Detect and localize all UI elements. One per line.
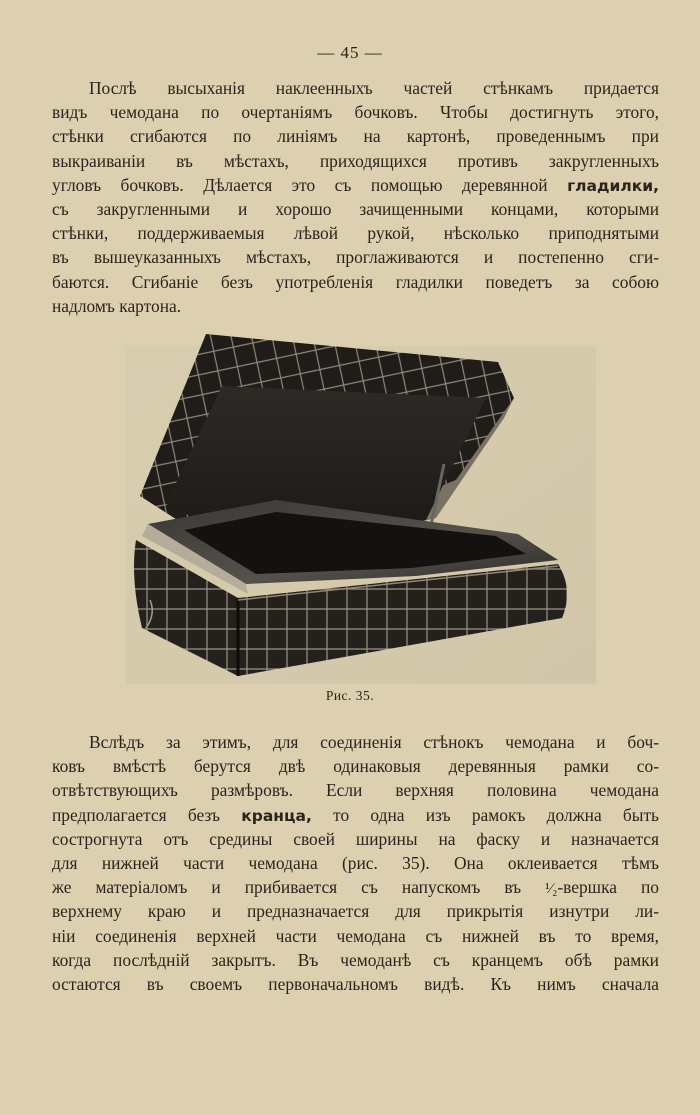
bold-term: кранца, [241, 806, 312, 825]
text-line: видъ чемодана по очертаніямъ бочковъ. Чтобы достигнуть этого, [52, 102, 659, 123]
text-line: для нижней части чемодана (рис. 35). Она оклеивается тѣмъ [52, 852, 659, 873]
text-line [52, 875, 659, 899]
text-line: въ вышеуказанныхъ мѣстахъ, проглаживаются и постепенно сги- [52, 247, 659, 268]
figure-caption: Рис. 35. [325, 688, 375, 703]
text-line: стѣнки, поддерживаемыя лѣвой рукой, нѣсколько приподнятыми [52, 223, 659, 244]
figure-suitcase-image [126, 328, 596, 684]
bold-term: гладилки, [567, 176, 659, 195]
text-line: остаются въ своемъ первоначальномъ видѣ. Къ нимъ сначала [52, 973, 659, 994]
text-line: стѣнки сгибаются по линіямъ на картонѣ, проведеннымъ при [52, 126, 659, 147]
paragraph-2 [52, 730, 659, 996]
text-segment: -вершка по [557, 877, 659, 898]
text-line: ніи соединенія верхней части чемодана съ нижней въ то время, [52, 925, 659, 946]
text-segment: угловъ бочковъ. Дѣлается это съ помощью деревянной [52, 174, 548, 195]
text-line: Послѣ высыханія наклеенныхъ частей стѣнкамъ придается [89, 78, 659, 98]
text-line: сострогнута отъ средины своей ширины на фаску и назначается [52, 828, 659, 849]
text-line: ковъ вмѣстѣ берутся двѣ одинаковыя деревянныя рамки со- [52, 756, 659, 777]
text-line: баются. Сгибаніе безъ употребленія гладилки поведетъ за собою [52, 271, 659, 292]
text-line: Вслѣдъ за этимъ, для соединенія стѣнокъ чемодана и боч- [89, 732, 659, 752]
page-number: — 45 — [317, 43, 383, 62]
paragraph-1 [52, 76, 659, 318]
text-line: надломъ картона. [52, 295, 182, 316]
text-line [52, 173, 659, 197]
fraction: ¹⁄₂ [545, 881, 558, 898]
text-line: когда послѣдній закрытъ. Въ чемоданѣ съ кранцемъ обѣ рамки [52, 949, 659, 970]
text-line [52, 803, 659, 827]
text-line: отвѣтствующихъ размѣровъ. Если верхняя половина чемодана [52, 780, 659, 801]
text-line: выкраиваніи въ мѣстахъ, приходящихся противъ закругленныхъ [52, 150, 659, 171]
text-line: съ закругленными и хорошо зачищенными концами, которыми [52, 198, 659, 219]
text-segment: же матеріаломъ и прибивается съ напускомъ въ [52, 877, 522, 898]
text-segment: предполагается безъ [52, 804, 220, 825]
text-segment: то одна изъ рамокъ должна быть [333, 804, 659, 825]
text-line: верхнему краю и предназначается для прикрытія изнутри ли- [52, 901, 659, 922]
